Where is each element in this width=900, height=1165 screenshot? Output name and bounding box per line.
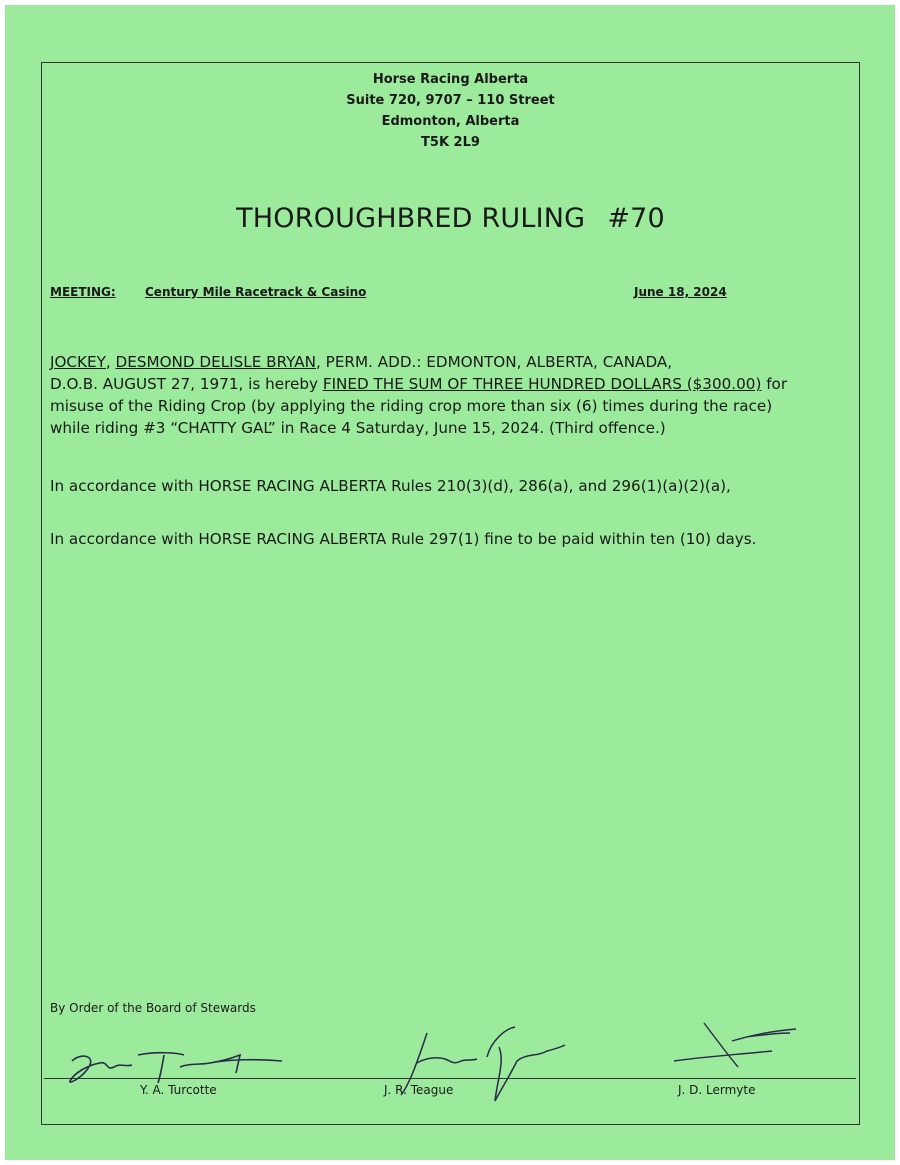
fine-rule-paragraph: In accordance with HORSE RACING ALBERTA Rule 297(1) fine to be paid within ten (10) days. [50, 530, 757, 548]
steward-name-1: Y. A. Turcotte [140, 1083, 217, 1097]
ruling-line-2 [50, 373, 850, 395]
ruling-line-1 [50, 351, 850, 373]
letterhead [42, 69, 859, 153]
meeting-date: June 18, 2024 [634, 285, 727, 299]
role-separator: , [105, 353, 116, 371]
dob-text: D.O.B. AUGUST 27, 1971, is hereby [50, 375, 323, 393]
address-text: , PERM. ADD.: EDMONTON, ALBERTA, CANADA, [316, 353, 673, 371]
fine-amount: FINED THE SUM OF THREE HUNDRED DOLLARS ($300.00) [322, 375, 762, 393]
fine-for: for [761, 375, 788, 393]
steward-name-3: J. D. Lermyte [678, 1083, 756, 1097]
rules-paragraph: In accordance with HORSE RACING ALBERTA Rules 210(3)(d), 286(a), and 296(1)(a)(2)(a), [50, 477, 731, 495]
jockey-name: DESMOND DELISLE BRYAN [115, 353, 317, 371]
document-title [42, 203, 859, 234]
role-label: JOCKEY [50, 353, 106, 371]
meeting-label: MEETING: [50, 285, 116, 299]
ruling-line-4: while riding #3 “CHATTY GAL” in Race 4 Saturday, June 15, 2024. (Third offence.) [50, 419, 666, 437]
document-frame [41, 62, 860, 1125]
street-address: Suite 720, 9707 – 110 Street [346, 93, 555, 108]
postal-code: T5K 2L9 [421, 135, 480, 150]
ruling-number: #70 [607, 203, 665, 234]
meeting-venue: Century Mile Racetrack & Casino [145, 285, 367, 299]
steward-name-2: J. R. Teague [384, 1083, 454, 1097]
ruling-document [5, 5, 895, 1160]
ruling-paragraph [50, 351, 850, 439]
org-name: Horse Racing Alberta [372, 72, 529, 87]
signature-lermyte [672, 1021, 802, 1081]
meeting-row [50, 285, 851, 305]
city-address: Edmonton, Alberta [381, 114, 520, 129]
ruling-line-3: misuse of the Riding Crop (by applying the riding crop more than six (6) times during the race) [50, 397, 773, 415]
title-text: THOROUGHBRED RULING [236, 203, 586, 234]
board-order: By Order of the Board of Stewards [50, 1001, 256, 1015]
